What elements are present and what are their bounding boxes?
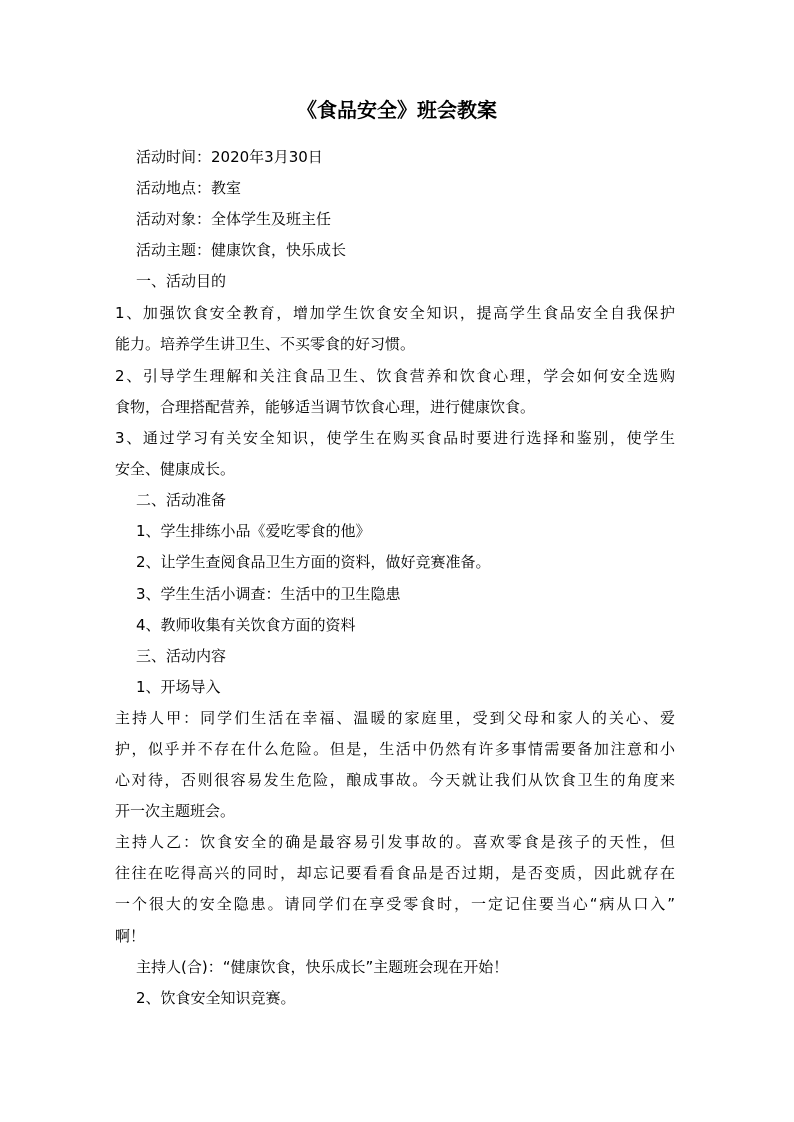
section-heading-content: 三、活动内容: [136, 647, 227, 665]
section-heading-preparation: 二、活动准备: [136, 491, 227, 509]
document-title: 《食品安全》班会教案: [297, 98, 497, 122]
preparation-item-1: 1、学生排练小品《爱吃零食的他》: [136, 522, 371, 540]
content-subheading-quiz: 2、饮食安全知识竞赛。: [136, 989, 296, 1007]
purpose-item-2-line-2: 食物，合理搭配营养，能够适当调节饮食心理，进行健康饮食。: [115, 398, 536, 416]
host-b-line-2: 往往在吃得高兴的同时，却忘记要看看食品是否过期，是否变质，因此就存在: [115, 864, 675, 882]
host-a-line-2: 护，似乎并不存在什么危险。但是，生活中仍然有许多事情需要备加注意和小: [115, 740, 675, 758]
host-joint-line: 主持人(合)：“健康饮食，快乐成长”主题班会现在开始！: [136, 958, 509, 976]
host-a-line-1: 主持人甲：同学们生活在幸福、温暖的家庭里，受到父母和家人的关心、爱: [115, 709, 675, 727]
activity-audience: 活动对象：全体学生及班主任: [136, 210, 332, 228]
preparation-item-4: 4、教师收集有关饮食方面的资料: [136, 616, 356, 634]
host-a-line-3: 心对待，否则很容易发生危险，酿成事故。今天就让我们从饮食卫生的角度来: [115, 771, 675, 789]
purpose-item-3-line-1: 3、通过学习有关安全知识，使学生在购买食品时要进行选择和鉴别，使学生: [115, 429, 675, 447]
purpose-item-2-line-1: 2、引导学生理解和关注食品卫生、饮食营养和饮食心理，学会如何安全选购: [115, 367, 675, 385]
host-b-line-4: 啊！: [115, 927, 146, 945]
activity-theme: 活动主题：健康饮食，快乐成长: [136, 241, 347, 259]
host-a-line-4: 开一次主题班会。: [115, 802, 236, 820]
content-subheading-intro: 1、开场导入: [136, 678, 221, 696]
purpose-item-3-line-2: 安全、健康成长。: [115, 460, 236, 478]
activity-time: 活动时间：2020年3月30日: [136, 148, 323, 166]
section-heading-purpose: 一、活动目的: [136, 272, 227, 290]
purpose-item-1-line-2: 能力。培养学生讲卫生、不买零食的好习惯。: [115, 335, 416, 353]
purpose-item-1-line-1: 1、加强饮食安全教育，增加学生饮食安全知识，提高学生食品安全自我保护: [115, 304, 675, 322]
host-b-line-1: 主持人乙：饮食安全的确是最容易引发事故的。喜欢零食是孩子的天性，但: [115, 833, 675, 851]
preparation-item-2: 2、让学生查阅食品卫生方面的资料，做好竞赛准备。: [136, 553, 491, 571]
activity-place: 活动地点：教室: [136, 179, 242, 197]
preparation-item-3: 3、学生生活小调查：生活中的卫生隐患: [136, 585, 401, 603]
host-b-line-3: 一个很大的安全隐患。请同学们在享受零食时，一定记住要当心“病从口入”: [115, 895, 675, 913]
